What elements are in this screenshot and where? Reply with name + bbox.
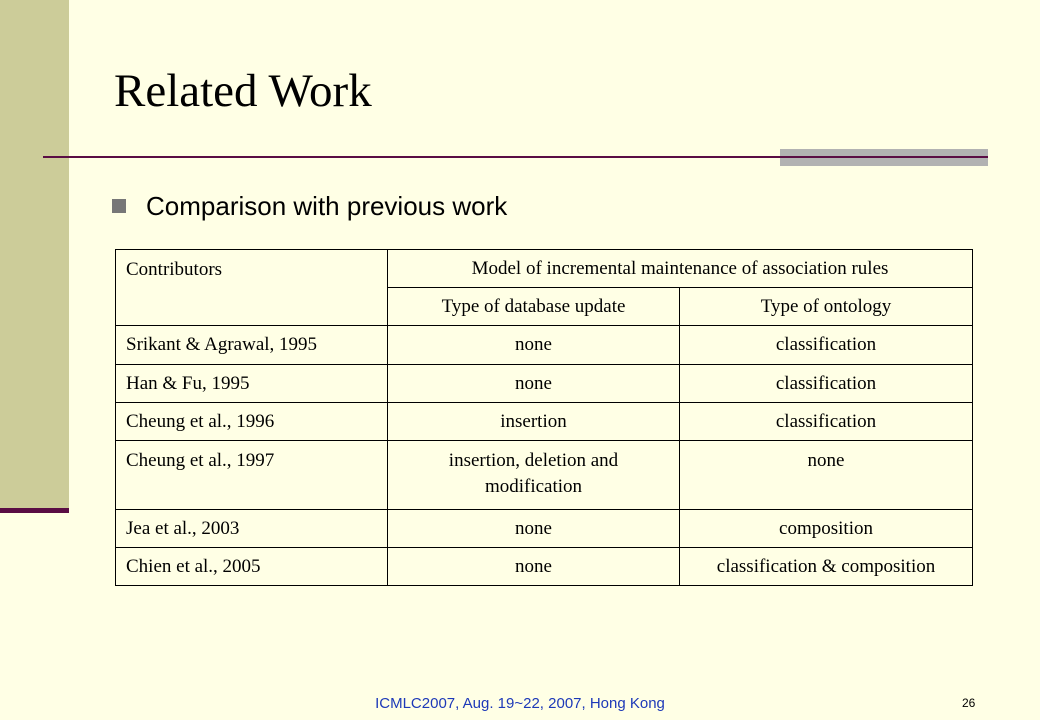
header-model: Model of incremental maintenance of association rules: [388, 250, 973, 288]
cell-contributor: Chien et al., 2005: [116, 548, 388, 586]
table-row: [116, 326, 973, 365]
table-row: [116, 548, 973, 586]
cell-db-update: none: [388, 326, 680, 365]
cell-ontology: classification: [680, 403, 973, 441]
cell-contributor: Han & Fu, 1995: [116, 365, 388, 403]
side-band: [0, 0, 69, 512]
cell-db-update: none: [388, 548, 680, 586]
bullet-square-icon: [112, 199, 126, 213]
table-row: [116, 510, 973, 548]
page-number: 26: [962, 696, 976, 710]
header-db-update: Type of database update: [388, 288, 680, 326]
header-ontology: Type of ontology: [680, 288, 973, 326]
comparison-table: [115, 249, 973, 586]
cell-ontology: classification: [680, 365, 973, 403]
cell-ontology: classification & composition: [680, 548, 973, 586]
cell-db-update: none: [388, 365, 680, 403]
cell-db-update: insertion, deletion and modification: [388, 441, 680, 510]
cell-contributor: Cheung et al., 1996: [116, 403, 388, 441]
cell-contributor: Cheung et al., 1997: [116, 441, 388, 510]
cell-ontology: none: [680, 441, 973, 510]
cell-db-update: none: [388, 510, 680, 548]
cell-ontology: composition: [680, 510, 973, 548]
table-row: [116, 365, 973, 403]
cell-db-update: insertion: [388, 403, 680, 441]
bullet-text: Comparison with previous work: [146, 191, 508, 221]
table-header-row: [116, 250, 973, 288]
slide-footer: ICMLC2007, Aug. 19~22, 2007, Hong Kong: [375, 695, 665, 712]
table-row: [116, 403, 973, 441]
cell-contributor: Srikant & Agrawal, 1995: [116, 326, 388, 365]
bullet-item: [112, 188, 507, 224]
side-rule: [0, 508, 69, 513]
cell-ontology: classification: [680, 326, 973, 365]
slide-title: Related Work: [114, 65, 372, 117]
cell-contributor: Jea et al., 2003: [116, 510, 388, 548]
title-divider-accent-line: [780, 156, 988, 158]
header-contributors: Contributors: [116, 250, 388, 326]
table-row: [116, 441, 973, 510]
